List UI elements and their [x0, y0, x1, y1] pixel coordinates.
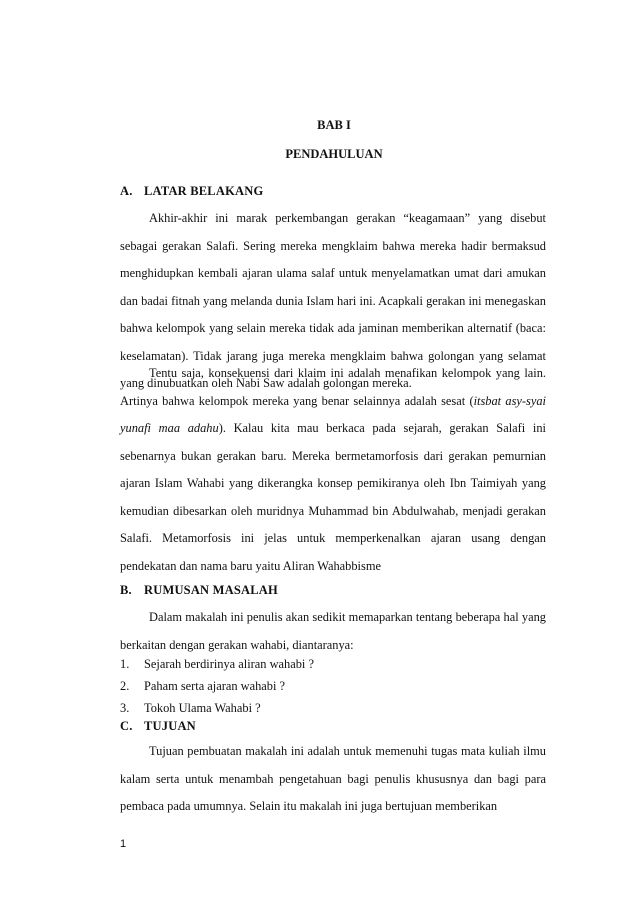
list-item-text: Tokoh Ulama Wahabi ? [144, 701, 261, 715]
section-a-paragraph-2-text-before: Tentu saja, konsekuensi dari klaim ini adalah menafikan kelompok yang lain. Artinya bahwa kelompok mereka yang benar selainnya adalah sesat ( [120, 366, 546, 408]
chapter-title: BAB I [317, 118, 351, 132]
section-b-title: RUMUSAN MASALAH [144, 583, 278, 597]
problem-list [120, 653, 314, 719]
list-item-text: Paham serta ajaran wahabi ? [144, 679, 286, 693]
list-item-text: Sejarah berdirinya aliran wahabi ? [144, 657, 314, 671]
section-c-number: C. [120, 719, 133, 733]
list-item [120, 675, 314, 697]
section-c-paragraph-1: Tujuan pembuatan makalah ini adalah untuk memenuhi tugas mata kuliah ilmu kalam serta untuk menambah pengetahuan bagi penulis khususnya dan bagi para pembaca pada umumnya. Selain itu makalah ini juga bertujuan memberikan [120, 744, 546, 813]
page-number: 1 [120, 838, 127, 850]
section-a-title: LATAR BELAKANG [144, 184, 264, 198]
section-b-heading [120, 583, 278, 598]
section-b-paragraph-1: Dalam makalah ini penulis akan sedikit memaparkan tentang beberapa hal yang berkaitan dengan gerakan wahabi, diantaranya: [120, 610, 546, 652]
section-a-heading [120, 184, 263, 199]
list-item-number: 2. [120, 679, 130, 693]
list-item [120, 653, 314, 675]
section-c-heading [120, 719, 196, 734]
list-item [120, 697, 314, 719]
section-c-title: TUJUAN [144, 719, 196, 733]
section-a-paragraph-1: Akhir-akhir ini marak perkembangan gerakan “keagamaan” yang disebut sebagai gerakan Salafi. Sering mereka mengklaim bahwa mereka hadir bermaksud menghidupkan kembali ajaran ulama salaf untuk menyelamatkan umat dari amukan dan badai fitnah yang melanda dunia Islam hari ini. Acapkali gerakan ini menegaskan bahwa kelompok yang selain mereka tidak ada jaminan memberikan alternatif (baca: keselamatan). Tidak jarang juga mereka mengklaim bahwa golongan yang selamat yang dinubuatkan oleh Nabi Saw adalah golongan mereka. [120, 211, 546, 390]
section-a-number: A. [120, 184, 133, 198]
section-b-number: B. [120, 583, 132, 597]
section-a-paragraph-2-text-after: ). Kalau kita mau berkaca pada sejarah, gerakan Salafi ini sebenarnya bukan gerakan baru. Mereka bermetamorfosis dari gerakan pemurnian ajaran Islam Wahabi yang dikerangka konsep pemikiranya oleh Ibn Taimiyah yang kemudian dibesarkan oleh muridnya Muhammad bin Abdulwahab, menjadi gerakan Salafi. Metamorfosis ini jelas untuk memperkenalkan ajaran usang dengan pendekatan dan nama baru yaitu Aliran Wahabbisme [120, 421, 546, 573]
list-item-number: 3. [120, 701, 130, 715]
section-a-paragraph-2-italic: itsbat asy-syai yunafi maa adahu [120, 393, 546, 435]
section-a-paragraph-2 [120, 360, 546, 580]
chapter-subtitle: PENDAHULUAN [285, 147, 383, 161]
list-item-number: 1. [120, 657, 130, 671]
